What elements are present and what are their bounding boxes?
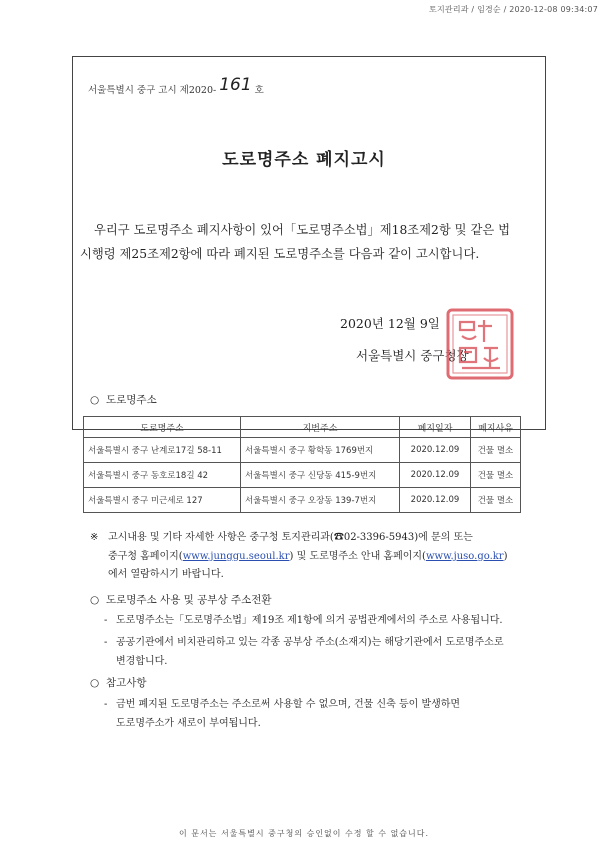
table-row: [84, 438, 521, 463]
col-header-road-address: 도로명주소: [84, 417, 241, 438]
section-bullet: ○: [90, 594, 100, 606]
col-header-date: 폐지일자: [400, 417, 471, 438]
cell-lot-address: 서울특별시 중구 오장동 139-7번지: [241, 488, 400, 513]
item-dash: -: [104, 699, 108, 710]
body-line-2: 시행령 제25조제2항에 따라 폐지된 도로명주소를 다음과 같이 고시합니다.: [80, 247, 480, 261]
note-mark: ※: [90, 532, 99, 543]
item-text: 도로명주소는「도로명주소법」제19조 제1항에 의거 공법관계에서의 주소로 사용됩니다.: [116, 615, 503, 626]
cell-reason: 건물 멸소: [471, 463, 521, 488]
notice-number: [88, 75, 264, 98]
section-label: 도로명주소: [106, 394, 157, 406]
header-stamp: 토지관리과 / 임경순 / 2020-12-08 09:34:07: [429, 5, 598, 14]
notice-handwritten-number: 161: [219, 75, 252, 95]
section-label: 참고사항: [106, 677, 147, 689]
notice-date: 2020년 12월 9일: [340, 316, 440, 331]
item-text-line-2: 도로명주소가 새로이 부여됩니다.: [116, 717, 261, 729]
cell-lot-address: 서울특별시 중구 황학동 1769번지: [241, 438, 400, 463]
note-line-1: 고시내용 및 기타 자세한 사항은 중구청 토지관리과(☎02-3396-5943)에 문의 또는: [108, 532, 473, 543]
cell-road-address: 서울특별시 중구 동호로18길 42: [84, 463, 241, 488]
junggu-homepage-link[interactable]: www.junggu.seoul.kr: [182, 550, 290, 562]
notice-suffix: 호: [254, 85, 264, 96]
section-road-address: [90, 392, 157, 407]
section-bullet: ○: [90, 394, 100, 406]
reference-item: [104, 696, 534, 733]
cell-reason: 건물 멸소: [471, 488, 521, 513]
note-line-3: 에서 열람하시기 바랍니다.: [108, 569, 224, 580]
section-address-usage: [90, 592, 272, 607]
body-line-1: 우리구 도로명주소 폐지사항이 있어「도로명주소법」제18조제2항 및 같은 법: [94, 223, 511, 237]
usage-item-2: [104, 634, 534, 671]
abolished-address-table: [83, 416, 521, 513]
usage-item-1: [104, 612, 534, 631]
cell-date: 2020.12.09: [400, 438, 471, 463]
item-dash: -: [104, 637, 108, 648]
cell-road-address: 서울특별시 중구 미근세로 127: [84, 488, 241, 513]
document-title: 도로명주소 폐지고시: [222, 150, 386, 170]
issuing-office: 서울특별시 중구청장: [356, 348, 469, 363]
table-row: [84, 463, 521, 488]
table-row: [84, 488, 521, 513]
section-bullet: ○: [90, 677, 100, 689]
cell-date: 2020.12.09: [400, 488, 471, 513]
cell-lot-address: 서울특별시 중구 신당동 415-9번지: [241, 463, 400, 488]
col-header-lot-address: 지번주소: [241, 417, 400, 438]
section-reference: [90, 675, 147, 690]
official-seal-icon: [444, 306, 516, 382]
table-header-row: [84, 417, 521, 438]
body-paragraph: [80, 218, 525, 266]
col-header-reason: 폐지사유: [471, 417, 521, 438]
footer-notice: 이 문서는 서울특별시 중구청의 승인없이 수정 할 수 없습니다.: [178, 829, 430, 838]
item-text-line-2: 변경합니다.: [116, 655, 168, 667]
cell-date: 2020.12.09: [400, 463, 471, 488]
item-text-line-1: 공공기관에서 비치관리하고 있는 각종 공부상 주소(소재지)는 해당기관에서 도로명주소로: [116, 637, 504, 648]
cell-reason: 건물 멸소: [471, 438, 521, 463]
item-text-line-1: 금번 폐지된 도로명주소는 주소로써 사용할 수 없으며, 건물 신축 등이 발생하면: [116, 699, 461, 710]
notice-prefix: 서울특별시 중구 고시 제2020-: [88, 85, 217, 96]
item-dash: -: [104, 615, 108, 626]
juso-homepage-link[interactable]: www.juso.go.kr: [425, 550, 504, 562]
note-line-2: 중구청 홈페이지(www.junggu.seoul.kr) 및 도로명주소 안내 홈페이지(www.juso.go.kr): [108, 550, 508, 562]
cell-road-address: 서울특별시 중구 난계로17길 58-11: [84, 438, 241, 463]
section-label: 도로명주소 사용 및 공부상 주소전환: [106, 594, 272, 606]
reference-note: [90, 529, 530, 585]
